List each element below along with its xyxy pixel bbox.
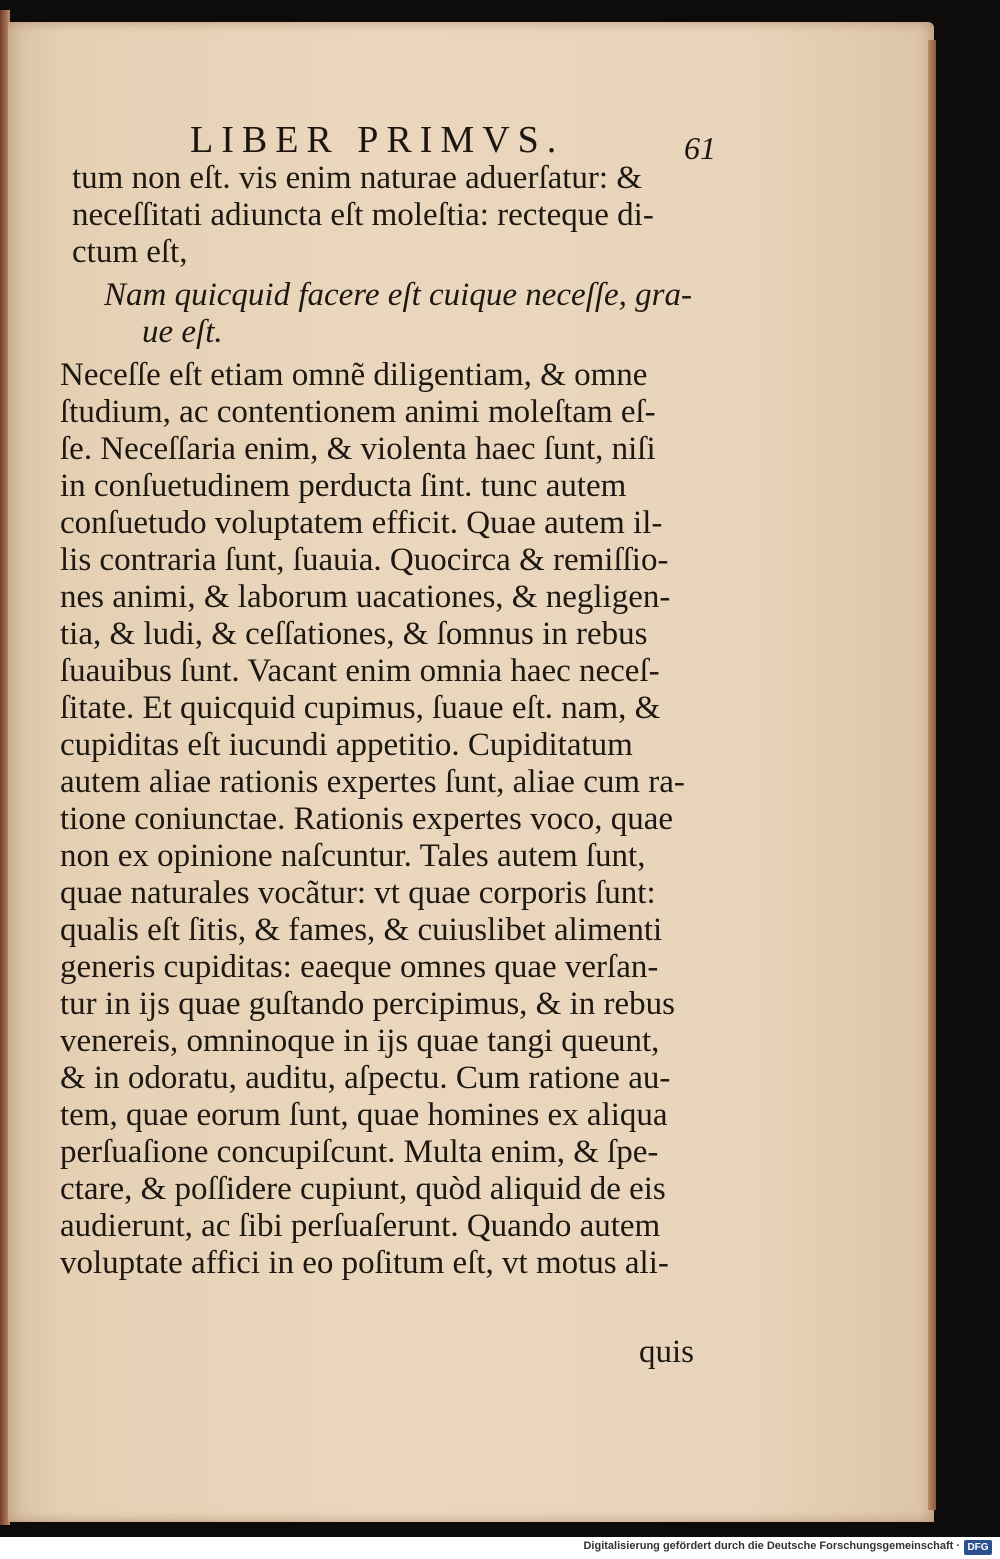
text-line: tum non eſt. vis enim naturae aduerſatur: & [72, 160, 643, 196]
verse-line: Nam quicquid facere eſt cuique neceſſe, gra- [104, 277, 693, 313]
text-line: non ex opinione naſcuntur. Tales autem ſunt, [60, 838, 646, 874]
text-line: ctum eſt, [72, 234, 188, 270]
text-line: ſe. Neceſſaria enim, & violenta haec ſunt, niſi [60, 431, 656, 467]
text-line: conſuetudo voluptatem efficit. Quae autem il- [60, 505, 663, 541]
text-line: & in odoratu, auditu, aſpectu. Cum ratione au- [60, 1060, 671, 1096]
page-rim [928, 40, 936, 1510]
text-line: ctare, & poſſidere cupiunt, quòd aliquid de eis [60, 1171, 666, 1207]
text-line: Neceſſe eſt etiam omnẽ diligentiam, & omne [60, 357, 648, 393]
text-line: neceſſitati adiuncta eſt moleſtia: recteque di- [72, 197, 654, 233]
text-line: cupiditas eſt iucundi appetitio. Cupiditatum [60, 727, 633, 763]
text-line: generis cupiditas: eaeque omnes quae verſan- [60, 949, 659, 985]
text-line: tem, quae eorum ſunt, quae homines ex aliqua [60, 1097, 668, 1133]
text-line: audierunt, ac ſibi perſuaſerunt. Quando autem [60, 1208, 661, 1244]
text-line: voluptate affici in eo poſitum eſt, vt motus ali- [60, 1245, 669, 1281]
text-line: perſuaſione concupiſcunt. Multa enim, & ſpe- [60, 1134, 659, 1170]
text-line: ſuauibus ſunt. Vacant enim omnia haec neceſ- [60, 653, 660, 689]
page-number: 61 [684, 130, 716, 166]
text-line: ſtudium, ac contentionem animi moleſtam eſ- [60, 394, 656, 430]
catchword: quis [639, 1334, 695, 1370]
text-line: nes animi, & laborum uacationes, & negligen- [60, 579, 671, 615]
text-line: qualis eſt ſitis, & fames, & cuiuslibet alimenti [60, 912, 663, 948]
text-line: ſitate. Et quicquid cupimus, ſuaue eſt. nam, & [60, 690, 661, 726]
text-line: tione coniunctae. Rationis expertes voco, quae [60, 801, 674, 837]
text-line: lis contraria ſunt, ſuauia. Quocirca & remiſſio- [60, 542, 669, 578]
footer-bar [0, 1537, 1000, 1559]
verse-line: ue eſt. [142, 314, 223, 350]
dfg-logo-icon: DFG [964, 1540, 992, 1555]
text-line: autem aliae rationis expertes ſunt, aliae cum ra- [60, 764, 685, 800]
text-line: in conſuetudinem perducta ſint. tunc autem [60, 468, 627, 504]
text-line: tur in ijs quae guſtando percipimus, & in rebus [60, 986, 675, 1022]
text-line: venereis, omninoque in ijs quae tangi queunt, [60, 1023, 660, 1059]
funding-credit: Digitalisierung gefördert durch die Deutsche Forschungsgemeinschaft · [583, 1540, 960, 1552]
text-line: tia, & ludi, & ceſſationes, & ſomnus in rebus [60, 616, 648, 652]
text-line: quae naturales vocãtur: vt quae corporis ſunt: [60, 875, 656, 911]
running-head: LIBER PRIMVS. [190, 119, 565, 161]
text-block [60, 160, 730, 1282]
